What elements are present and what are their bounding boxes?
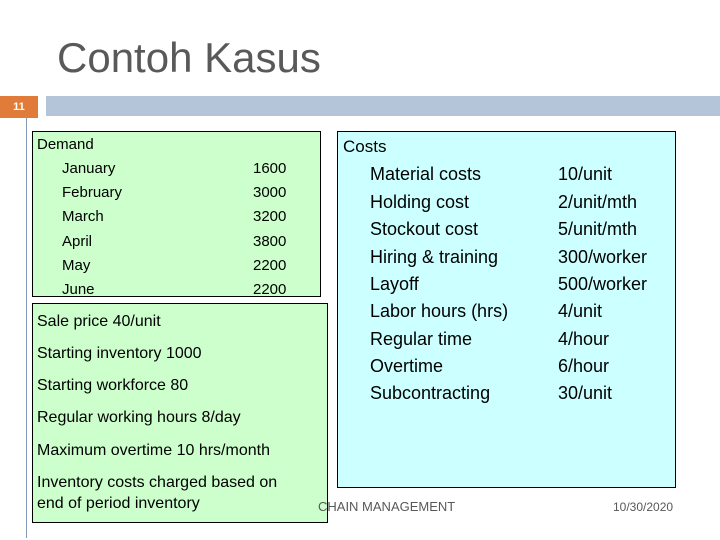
- demand-month-value: 2200: [253, 257, 287, 274]
- cost-value: 4/hour: [558, 329, 610, 349]
- cost-label: Hiring & training: [370, 247, 499, 267]
- costs-heading: Costs: [343, 137, 387, 156]
- demand-month-label: February: [62, 184, 123, 201]
- cost-label: Regular time: [370, 329, 473, 349]
- cost-value: 300/worker: [558, 247, 648, 267]
- demand-month-value: 2200: [253, 281, 287, 298]
- cost-value: 500/worker: [558, 274, 648, 294]
- cost-value: 5/unit/mth: [558, 219, 638, 239]
- cost-label: Holding cost: [370, 192, 470, 212]
- param-starting-inventory: Starting inventory 1000: [37, 345, 202, 362]
- demand-month-label: March: [62, 208, 104, 225]
- param-inventory-costs-cont: end of period inventory: [37, 495, 200, 512]
- param-regular-hours: Regular working hours 8/day: [37, 409, 241, 426]
- cost-value: 4/unit: [558, 301, 603, 321]
- param-sale-price: Sale price 40/unit: [37, 313, 161, 330]
- cost-value: 6/hour: [558, 356, 610, 376]
- cost-label: Labor hours (hrs): [370, 301, 509, 321]
- slide-title: Contoh Kasus: [57, 34, 321, 81]
- cost-label: Material costs: [370, 164, 482, 184]
- slide-number: 11: [0, 96, 38, 118]
- cost-label: Subcontracting: [370, 383, 491, 403]
- cost-value: 30/unit: [558, 383, 613, 403]
- cost-label: Stockout cost: [370, 219, 479, 239]
- cost-value: 2/unit/mth: [558, 192, 638, 212]
- cost-value: 10/unit: [558, 164, 613, 184]
- cost-label: Overtime: [370, 356, 444, 376]
- demand-heading: Demand: [37, 136, 94, 153]
- param-starting-workforce: Starting workforce 80: [37, 377, 189, 394]
- footer-text: CHAIN MANAGEMENT: [318, 499, 456, 514]
- cost-label: Layoff: [370, 274, 419, 294]
- left-rule: [26, 118, 27, 538]
- header-bar: [46, 96, 720, 116]
- param-inventory-costs: Inventory costs charged based on: [37, 474, 278, 491]
- demand-month-label: May: [62, 257, 91, 274]
- demand-month-value: 3800: [253, 233, 287, 250]
- param-max-overtime: Maximum overtime 10 hrs/month: [37, 442, 270, 459]
- demand-month-label: January: [62, 160, 116, 177]
- demand-month-label: June: [62, 281, 95, 298]
- demand-month-value: 1600: [253, 160, 287, 177]
- demand-month-label: April: [62, 233, 93, 250]
- footer-date: 10/30/2020: [613, 500, 674, 514]
- demand-month-value: 3000: [253, 184, 287, 201]
- demand-month-value: 3200: [253, 208, 287, 225]
